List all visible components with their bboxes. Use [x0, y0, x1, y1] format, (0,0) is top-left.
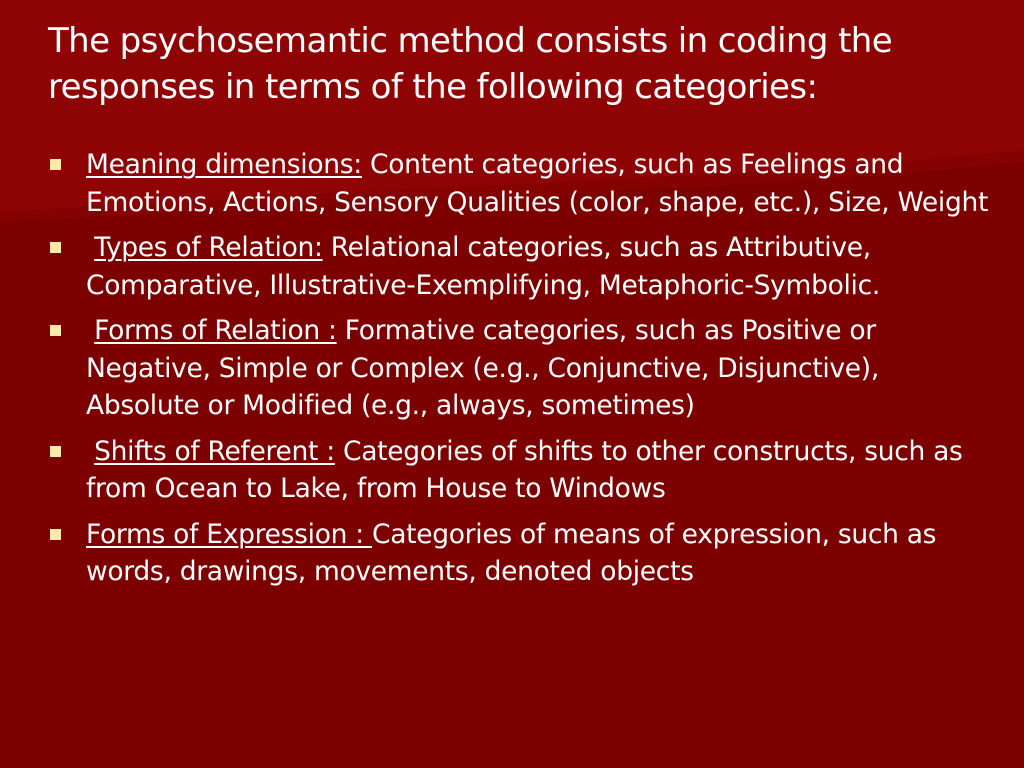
bullet-term: Forms of Expression :	[86, 518, 372, 550]
bullet-term: Forms of Relation :	[94, 315, 337, 346]
bullet-item-meaning-dimensions	[48, 146, 998, 221]
bullet-item-shifts-of-referent	[48, 433, 998, 508]
bullet-text: Relational categories, such as Attributive, Comparative, Illustrative-Exemplifying, Metaphoric-Symbolic.	[86, 232, 881, 301]
bullet-lead	[86, 232, 94, 263]
bullet-text: Categories of means of expression, such as words, drawings, movements, denoted objects	[86, 518, 937, 587]
bullet-text: Content categories, such as Feelings and Emotions, Actions, Sensory Qualities (color, shape, etc.), Size, Weight	[86, 149, 989, 218]
bullet-item-forms-of-relation	[48, 312, 998, 425]
bullet-term: Shifts of Referent :	[94, 435, 335, 467]
bullet-item-forms-of-expression	[48, 516, 998, 591]
bullet-item-types-of-relation	[48, 229, 998, 304]
bullet-lead	[86, 315, 94, 346]
square-bullet-icon	[50, 325, 61, 336]
bullet-text: Categories of shifts to other constructs, such as from Ocean to Lake, from House to Windows	[86, 435, 963, 504]
square-bullet-icon	[50, 242, 61, 253]
bullet-list	[48, 146, 998, 599]
square-bullet-icon	[50, 529, 61, 540]
bullet-term: Types of Relation:	[94, 232, 323, 263]
square-bullet-icon	[50, 446, 61, 457]
bullet-lead	[86, 436, 94, 467]
bullet-term: Meaning dimensions:	[86, 149, 362, 180]
bullet-text: Formative categories, such as Positive or Negative, Simple or Complex (e.g., Conjunctive, Disjunctive), Absolute or Modified (e.g., always, sometimes)	[86, 315, 879, 421]
square-bullet-icon	[50, 159, 61, 170]
slide-title: The psychosemantic method consists in coding the responses in terms of the following categories:	[48, 21, 893, 107]
